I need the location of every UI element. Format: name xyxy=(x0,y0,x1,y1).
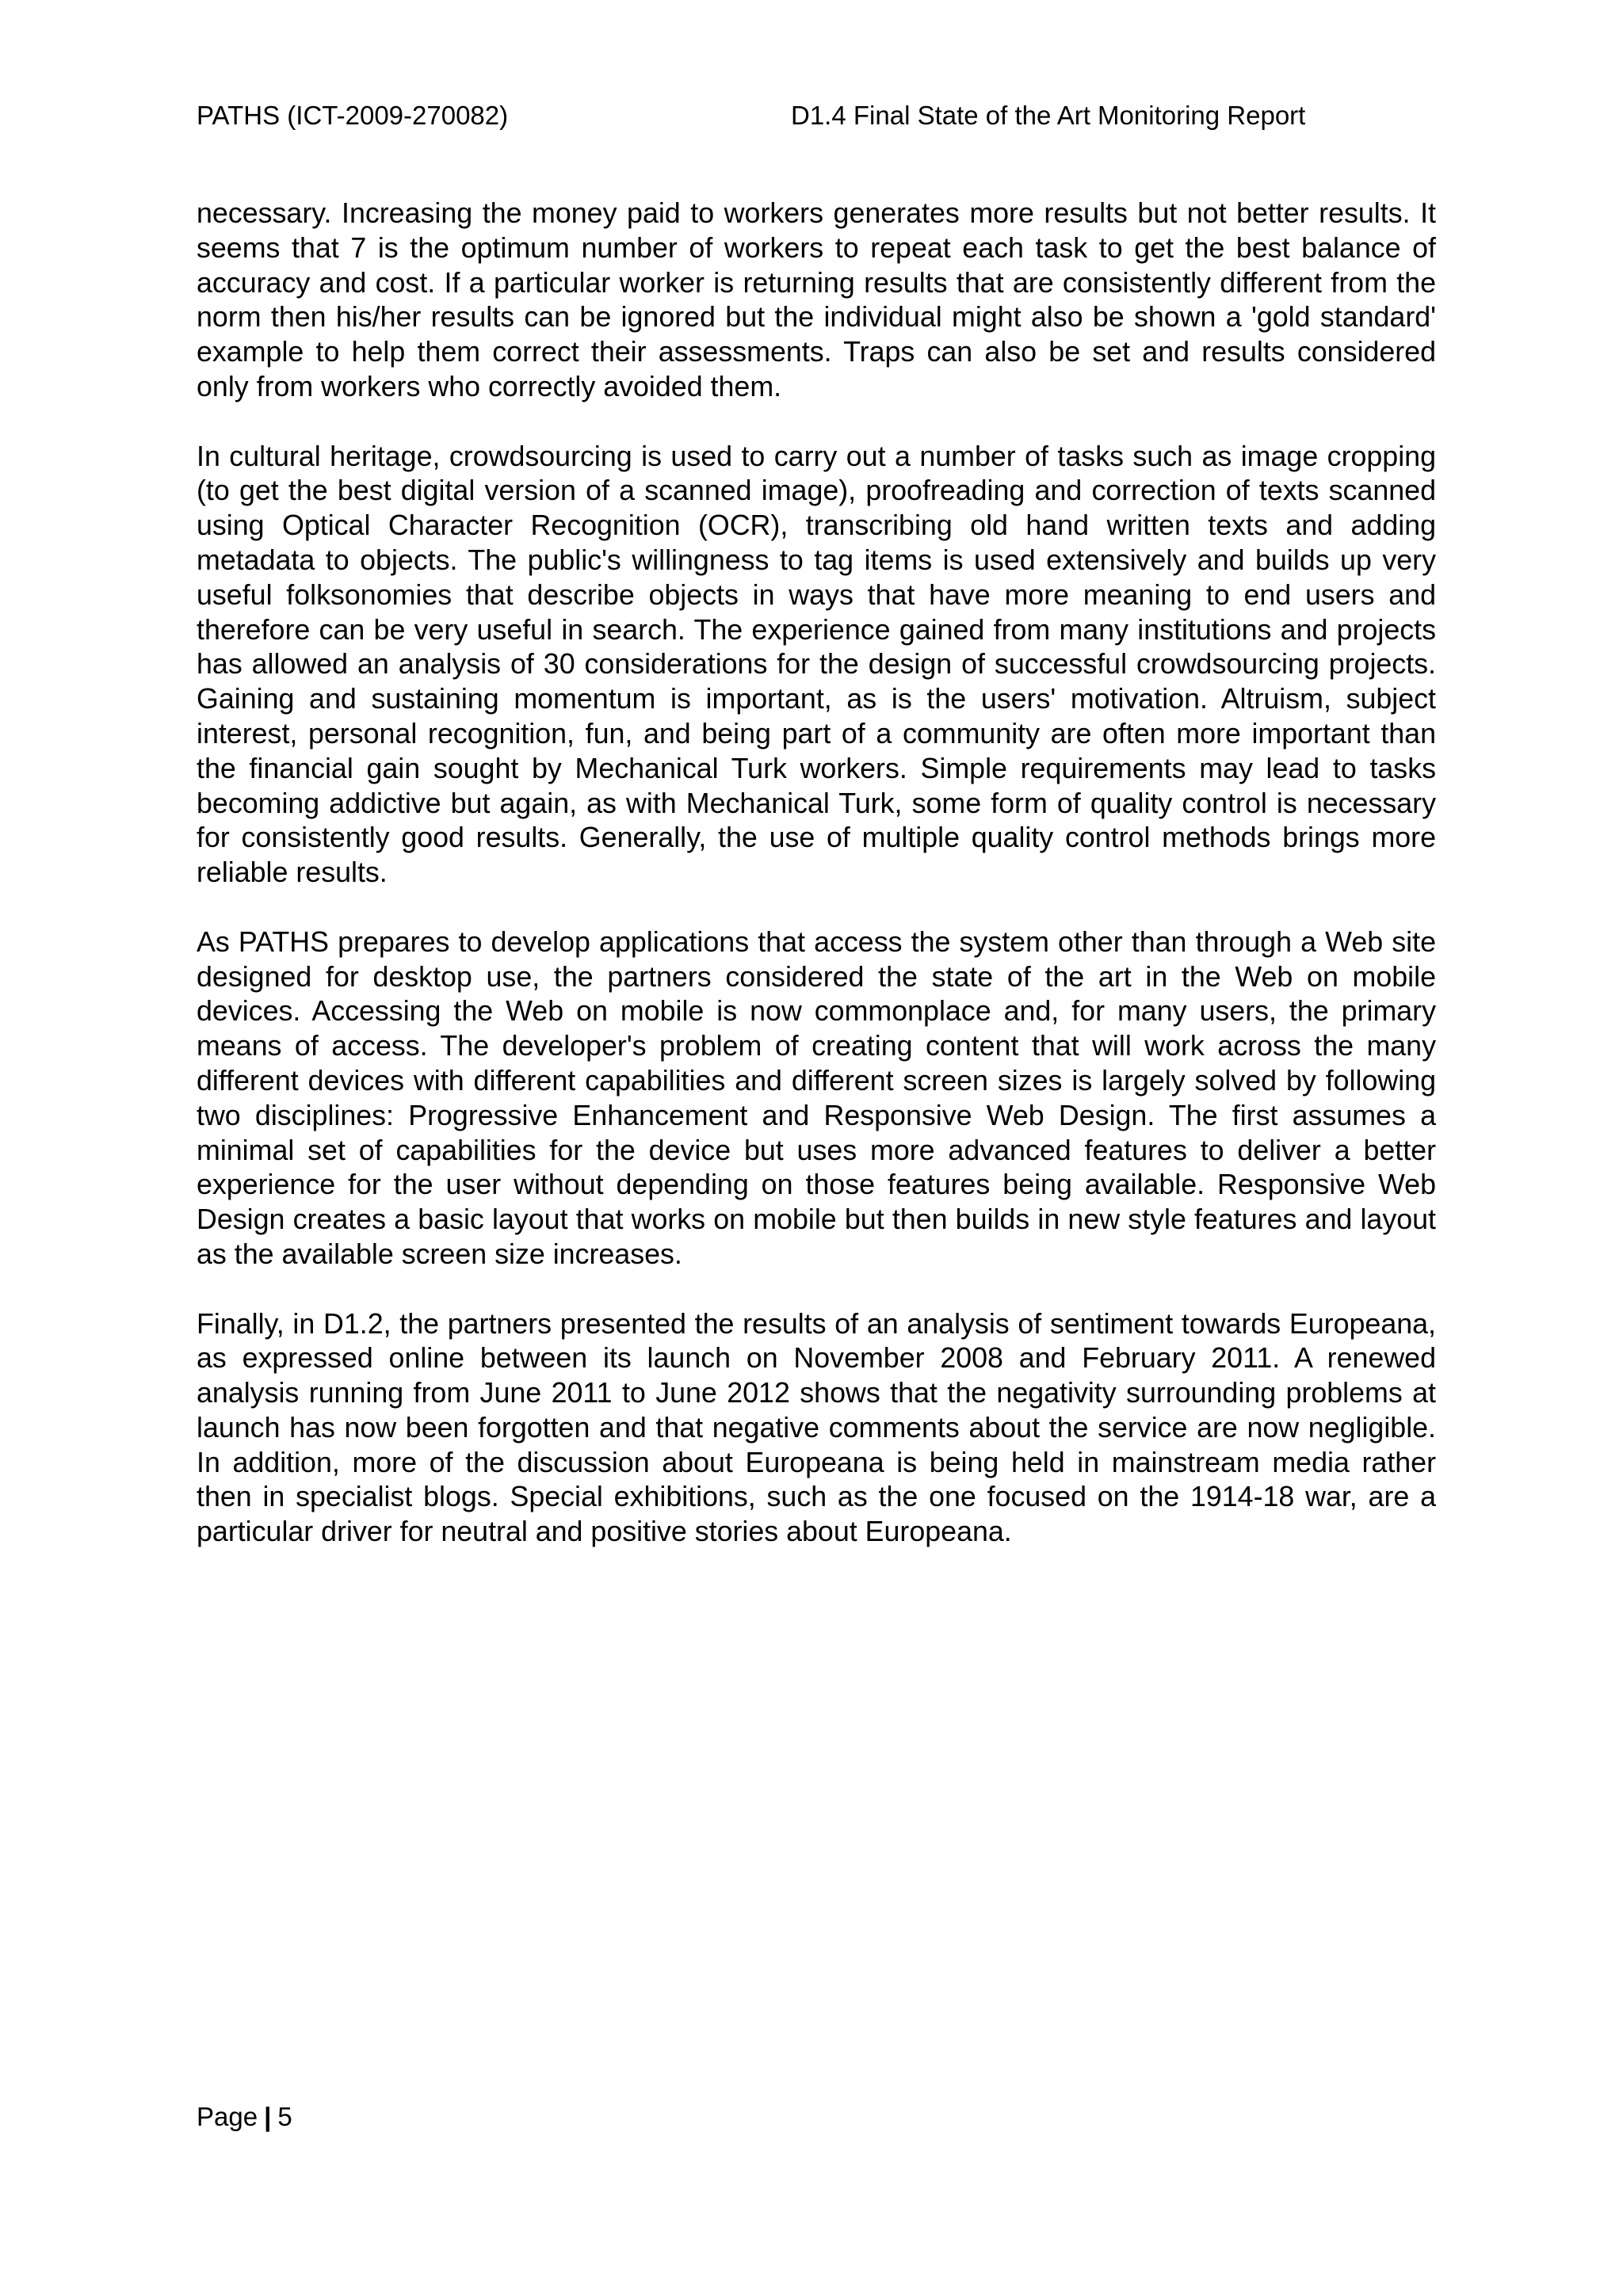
page-header xyxy=(197,98,1436,133)
paragraph-crowdsourcing-workers: necessary. Increasing the money paid to workers generates more results but not better results. It seems that 7 is the optimum number of workers to repeat each task to get the best balance of accuracy and cost. If a particular worker is returning results that are consistently different from the norm then his/her results can be ignored but the individual might also be shown a 'gold standard' example to help them correct their assessments. Traps can also be set and results considered only from workers who correctly avoided them. xyxy=(197,197,1436,402)
page-separator: | xyxy=(264,2102,272,2131)
body-text xyxy=(197,196,1436,1585)
header-project-id: PATHS (ICT-2009-270082) xyxy=(197,101,509,130)
page-footer xyxy=(197,2100,292,2134)
paragraph-mobile-web: As PATHS prepares to develop applications that access the system other than through a Web site designed for desktop use, the partners considered the state of the art in the Web on mobile devices. Accessing the Web on mobile is now commonplace and, for many users, the primary means of access. The developer's problem of creating content that will work across the many different devices with different capabilities and different screen sizes is largely solved by following two disciplines: Progressive Enhancement and Responsive Web Design. The first assumes a minimal set of capabilities for the device but uses more advanced features to deliver a better experience for the user without depending on those features being available. Responsive Web Design creates a basic layout that works on mobile but then builds in new style features and layout as the available screen size increases. xyxy=(197,925,1436,1270)
paragraph-europeana-sentiment: Finally, in D1.2, the partners presented the results of an analysis of sentiment towards Europeana, as expressed online between its launch on November 2008 and February 2011. A renewed analysis running from June 2011 to June 2012 shows that the negativity surrounding problems at launch has now been forgotten and that negative comments about the service are now negligible. In addition, more of the discussion about Europeana is being held in mainstream media rather then in specialist blogs. Special exhibitions, such as the one focused on the 1914-18 war, are a particular driver for neutral and positive stories about Europeana. xyxy=(197,1307,1436,1548)
header-report-title: D1.4 Final State of the Art Monitoring Report xyxy=(791,101,1306,130)
paragraph-cultural-heritage: In cultural heritage, crowdsourcing is used to carry out a number of tasks such as image cropping (to get the best digital version of a scanned image), proofreading and correction of texts scanned using Optical Character Recognition (OCR), transcribing old hand written texts and adding metadata to objects. The public's willingness to tag items is used extensively and builds up very useful folksonomies that describe objects in ways that have more meaning to end users and therefore can be very useful in search. The experience gained from many institutions and projects has allowed an analysis of 30 considerations for the design of successful crowdsourcing projects. Gaining and sustaining momentum is important, as is the users' motivation. Altruism, subject interest, personal recognition, fun, and being part of a community are often more important than the financial gain sought by Mechanical Turk workers. Simple requirements may lead to tasks becoming addictive but again, as with Mechanical Turk, some form of quality control is necessary for consistently good results. Generally, the use of multiple quality control methods brings more reliable results. xyxy=(197,440,1436,889)
page-label: Page xyxy=(197,2102,258,2131)
page-number: 5 xyxy=(277,2102,292,2131)
